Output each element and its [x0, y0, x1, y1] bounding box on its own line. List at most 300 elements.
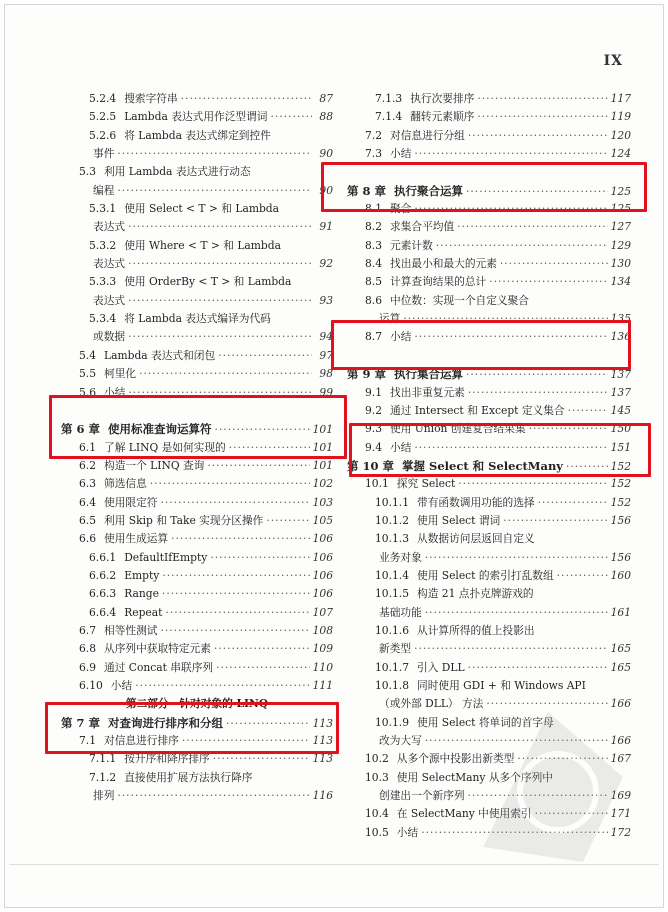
toc-leader-dots — [213, 750, 310, 768]
toc-entry — [61, 218, 333, 236]
toc-entry-title: 对信息进行分组 — [390, 128, 465, 142]
toc-page-number: 127 — [610, 220, 631, 234]
toc-chapter-entry — [347, 182, 631, 200]
toc-entry — [61, 549, 333, 567]
toc-entry — [347, 622, 631, 640]
toc-entry-title: 掌握 Select 和 SelectMany — [402, 458, 563, 473]
toc-entry — [347, 328, 631, 346]
toc-entry — [347, 310, 631, 328]
toc-entry — [347, 237, 631, 255]
toc-entry-title: 事件 — [93, 147, 115, 161]
toc-entry-title: 探究 Select — [396, 477, 456, 491]
toc-entry-title: Repeat — [124, 605, 163, 619]
toc-chapter-entry — [347, 365, 631, 383]
toc-entry-title: 翻转元素顺序 — [410, 110, 475, 124]
toc-entry-title: 编程 — [93, 183, 115, 197]
toc-page-number: 165 — [610, 660, 631, 674]
toc-page-number: 88 — [319, 110, 333, 124]
toc-leader-dots — [414, 640, 608, 658]
toc-entry — [61, 200, 333, 218]
toc-entry-title: 了解 LINQ 是如何实现的 — [104, 440, 226, 454]
toc-leader-dots — [457, 218, 607, 236]
toc-entry — [347, 108, 631, 126]
watermark-seal — [463, 697, 633, 867]
toc-entry — [61, 127, 333, 145]
toc-entry-title: 使用 Select 的索引打乱数组 — [417, 568, 554, 582]
toc-entry — [61, 145, 333, 163]
toc-entry-title: 利用 Lambda 表达式进行动态 — [104, 165, 251, 179]
toc-entry-title: 使用 OrderBy < T > 和 Lambda — [124, 275, 292, 289]
toc-entry — [61, 659, 333, 677]
toc-entry — [61, 365, 333, 383]
toc-entry-title: 新类型 — [379, 642, 412, 656]
toc-page-number: 90 — [319, 183, 333, 197]
toc-entry — [347, 384, 631, 402]
toc-page-number: 87 — [319, 92, 333, 105]
toc-leader-dots — [425, 549, 608, 567]
toc-leader-dots — [128, 328, 312, 346]
toc-entry-title: 小结 — [390, 330, 412, 344]
toc-entry — [347, 512, 631, 530]
toc-entry — [61, 622, 333, 640]
toc-page-number: 117 — [610, 92, 631, 105]
toc-entry-number: 第 6 章 — [61, 422, 101, 437]
toc-entry — [61, 255, 333, 273]
toc-part-heading — [61, 695, 333, 713]
toc-entry-number: 6.6.4 — [89, 605, 117, 619]
toc-entry-number: 7.1.1 — [89, 752, 117, 766]
toc-entry-number: 9.3 — [365, 422, 382, 436]
toc-entry-number: 8.4 — [365, 257, 382, 271]
toc-page-number: 125 — [610, 202, 631, 216]
toc-entry-number: 8.6 — [365, 293, 382, 307]
toc-entry — [61, 273, 333, 291]
toc-entry-number: 6.2 — [79, 458, 96, 472]
toc-leader-dots — [503, 512, 607, 530]
toc-page-number: 152 — [610, 459, 631, 473]
toc-leader-dots — [568, 402, 608, 420]
toc-leader-dots — [566, 458, 608, 476]
toc-leader-dots — [466, 183, 608, 201]
toc-page-number: 166 — [610, 734, 631, 748]
toc-page-number: 93 — [319, 293, 333, 307]
toc-leader-dots — [128, 218, 312, 236]
toc-leader-dots — [500, 255, 608, 273]
toc-entry — [347, 402, 631, 420]
toc-leader-dots — [216, 659, 310, 677]
toc-entry-number: 6.9 — [79, 660, 96, 674]
toc-entry-title: 使用 SelectMany 从多个序列中 — [396, 770, 553, 784]
toc-entry-number: 6.6.3 — [89, 587, 117, 601]
page-number: IX — [603, 53, 623, 69]
toc-entry — [61, 769, 333, 787]
toc-leader-dots — [477, 90, 607, 108]
toc-entry — [61, 182, 333, 200]
toc-entry-title: 小结 — [110, 679, 133, 692]
toc-entry — [61, 108, 333, 126]
toc-page-number: 130 — [610, 257, 631, 271]
toc-entry — [61, 237, 333, 255]
toc-entry-number: 10.1 — [365, 477, 389, 491]
toc-entry-title: 直接使用扩展方法执行降序 — [124, 770, 253, 784]
toc-leader-dots — [165, 604, 309, 622]
toc-entry — [61, 328, 333, 346]
toc-entry — [61, 530, 333, 548]
toc-entry-number: 7.1.4 — [375, 110, 403, 124]
toc-page-number: 129 — [610, 238, 631, 252]
toc-entry-title: 将 Lambda 表达式编译为代码 — [124, 312, 271, 326]
toc-page-number: 105 — [312, 513, 333, 527]
toc-entry-number: 7.2 — [365, 128, 382, 142]
toc-entry — [347, 659, 631, 677]
toc-entry-title: 从计算所得的值上投影出 — [417, 623, 535, 637]
toc-entry-number: 8.5 — [365, 275, 382, 289]
toc-leader-dots — [117, 145, 312, 163]
toc-entry-title: 将 Lambda 表达式绑定到控件 — [124, 128, 271, 142]
toc-entry — [347, 255, 631, 273]
toc-entry-title: 执行聚合运算 — [394, 183, 464, 198]
toc-entry-title: Empty — [124, 568, 160, 582]
toc-page-number: 152 — [610, 495, 631, 509]
toc-page-number: 106 — [312, 532, 333, 546]
toc-entry-number: 6.6.1 — [89, 550, 117, 564]
toc-entry-title: 通过 Concat 串联序列 — [104, 660, 214, 674]
toc-entry — [61, 163, 333, 181]
toc-page-number: 98 — [319, 367, 333, 381]
toc-page-number: 101 — [312, 423, 333, 437]
toc-entry-title: 第二部分 针对对象的 LINQ — [125, 697, 269, 711]
toc-leader-dots — [139, 365, 312, 383]
toc-entry-title: （或外部 DLL） 方法 — [379, 697, 484, 711]
toc-page-number: 107 — [312, 605, 333, 619]
toc-entry-number: 6.1 — [79, 440, 96, 454]
toc-entry-title: 从多个源中投影出新类型 — [396, 752, 515, 766]
toc-leader-dots — [466, 366, 608, 384]
toc-entry-title: 创建出一个新序列 — [379, 789, 465, 803]
toc-entry-title: 计算查询结果的总计 — [390, 275, 487, 289]
toc-entry-number: 10.2 — [365, 752, 389, 766]
toc-page-number: 137 — [610, 368, 631, 382]
toc-leader-dots — [425, 604, 608, 622]
toc-page-number: 160 — [610, 568, 631, 582]
toc-entry-number: 8.2 — [365, 220, 382, 234]
toc-page-number: 103 — [312, 495, 333, 509]
toc-page-number: 124 — [610, 147, 631, 161]
toc-entry-number: 5.2.4 — [89, 92, 117, 105]
toc-entry-number: 10.1.4 — [375, 568, 409, 582]
toc-leader-dots — [414, 145, 607, 163]
toc-entry-title: 表达式 — [93, 257, 126, 271]
toc-leader-dots — [538, 494, 608, 512]
toc-entry-title: 执行集合运算 — [394, 367, 464, 382]
toc-leader-dots — [162, 585, 310, 603]
toc-page-number: 116 — [312, 789, 333, 803]
toc-entry-title: 小结 — [104, 385, 126, 399]
toc-page-number: 136 — [610, 330, 631, 344]
toc-entry-number: 7.1.2 — [89, 770, 117, 784]
toc-entry-number: 第 8 章 — [347, 183, 387, 198]
toc-leader-dots — [468, 384, 608, 402]
toc-leader-dots — [489, 273, 607, 291]
toc-page-number: 167 — [610, 752, 631, 766]
toc-leader-dots — [458, 475, 607, 493]
toc-page-number: 113 — [312, 752, 333, 766]
toc-entry-title: 使用 Select < T > 和 Lambda — [124, 202, 280, 216]
toc-entry — [347, 494, 631, 512]
toc-entry-number: 8.3 — [365, 238, 382, 252]
toc-entry-title: 小结 — [390, 440, 412, 454]
toc-entry-title: Lambda 表达式和闭包 — [104, 348, 216, 362]
toc-entry-title: 通过 Intersect 和 Except 定义集合 — [390, 403, 565, 417]
toc-entry-title: 表达式 — [93, 220, 126, 234]
toc-entry — [61, 439, 333, 457]
toc-entry-number: 7.3 — [365, 147, 382, 161]
toc-entry — [347, 420, 631, 438]
toc-entry-title: 从序列中获取特定元素 — [104, 642, 211, 656]
toc-entry — [347, 127, 631, 145]
toc-entry-title: 基础功能 — [379, 605, 422, 619]
toc-leader-dots — [182, 732, 310, 750]
toc-page-number: 106 — [312, 568, 333, 582]
toc-entry-number: 10.1.9 — [375, 715, 409, 729]
toc-entry-number: 10.1.3 — [375, 532, 409, 546]
toc-leader-dots — [128, 255, 312, 273]
toc-page-number: 113 — [312, 716, 333, 730]
toc-entry — [61, 677, 333, 695]
toc-leader-dots — [468, 659, 608, 677]
toc-entry — [61, 347, 333, 365]
toc-page-number: 134 — [610, 275, 631, 289]
toc-entry-title: 聚合 — [390, 202, 412, 216]
toc-entry-title: 对查询进行排序和分组 — [108, 715, 224, 730]
toc-entry — [61, 640, 333, 658]
toc-leader-dots — [135, 677, 309, 695]
toc-spacer — [347, 163, 631, 181]
toc-entry-title: 使用 Union 创建复合结果集 — [390, 422, 526, 436]
toc-leader-dots — [436, 237, 608, 255]
toc-page-number: 120 — [610, 128, 631, 142]
toc-page-number: 102 — [312, 477, 333, 491]
toc-entry-title: 构造 21 点扑克牌游戏的 — [417, 587, 534, 601]
toc-entry-number: 6.10 — [79, 679, 103, 692]
toc-page-number: 99 — [319, 385, 333, 399]
toc-page-number: 108 — [312, 623, 333, 637]
toc-entry-title: 表达式 — [93, 293, 126, 307]
toc-leader-dots — [150, 475, 310, 493]
toc-leader-dots — [414, 439, 607, 457]
toc-spacer — [61, 402, 333, 420]
toc-entry — [347, 200, 631, 218]
toc-entry — [347, 292, 631, 310]
toc-entry-number: 第 10 章 — [347, 458, 395, 473]
toc-page-number: 111 — [312, 679, 333, 692]
toc-entry-number: 6.5 — [79, 513, 96, 527]
toc-entry — [347, 530, 631, 548]
toc-entry-number: 9.1 — [365, 385, 382, 399]
toc-entry-number: 6.8 — [79, 642, 96, 656]
toc-page-number: 97 — [319, 348, 333, 362]
toc-entry-title: 中位数：实现一个自定义聚合 — [390, 293, 529, 307]
toc-page-number: 119 — [610, 110, 631, 124]
toc-entry-number: 6.4 — [79, 495, 96, 509]
toc-page-number: 172 — [610, 825, 631, 839]
toc-page-number: 110 — [312, 660, 333, 674]
toc-entry-number: 10.4 — [365, 807, 389, 821]
toc-page-number: 145 — [610, 403, 631, 417]
toc-entry-title: 使用 Select 将单词的首字母 — [417, 715, 554, 729]
toc-page-number: 165 — [610, 642, 631, 656]
toc-entry-number: 6.6 — [79, 532, 96, 546]
toc-entry-number: 8.1 — [365, 202, 382, 216]
toc-entry-title: Lambda 表达式用作泛型谓词 — [124, 110, 268, 124]
toc-entry-title: 按升序和降序排序 — [124, 752, 210, 766]
toc-entry — [61, 787, 333, 805]
toc-entry-title: 使用 Where < T > 和 Lambda — [124, 238, 281, 252]
toc-leader-dots — [214, 640, 310, 658]
toc-entry-number: 第 9 章 — [347, 367, 387, 382]
toc-page-number: 125 — [610, 184, 631, 198]
toc-left-column — [61, 90, 333, 805]
toc-leader-dots — [218, 347, 312, 365]
toc-entry-title: 找出最小和最大的元素 — [390, 257, 497, 271]
toc-entry-title: 相等性测试 — [104, 623, 158, 637]
toc-leader-dots — [162, 567, 309, 585]
toc-leader-dots — [229, 439, 310, 457]
toc-entry — [347, 677, 631, 695]
toc-entry — [61, 310, 333, 328]
toc-entry-number: 5.6 — [79, 385, 96, 399]
toc-entry-title: 元素计数 — [390, 238, 433, 252]
toc-entry-number: 10.1.2 — [375, 513, 409, 527]
toc-leader-dots — [117, 787, 309, 805]
toc-entry-title: 运算 — [379, 312, 401, 326]
toc-entry-number: 5.3.1 — [89, 202, 117, 216]
toc-entry — [347, 585, 631, 603]
page-bottom-rule — [9, 864, 659, 865]
toc-entry-title: 在 SelectMany 中使用索引 — [396, 807, 532, 821]
toc-entry — [347, 604, 631, 622]
toc-entry-title: 找出非重复元素 — [390, 385, 465, 399]
toc-entry-title: 或数据 — [93, 330, 126, 344]
toc-entry-title: 改为大写 — [379, 734, 422, 748]
toc-leader-dots — [215, 421, 310, 439]
toc-entry — [61, 732, 333, 750]
toc-entry-number: 10.5 — [365, 825, 389, 839]
toc-leader-dots — [468, 127, 608, 145]
toc-entry — [61, 457, 333, 475]
toc-entry-title: 对信息进行排序 — [104, 734, 179, 748]
toc-leader-dots — [117, 182, 312, 200]
toc-entry-number: 8.7 — [365, 330, 382, 344]
toc-entry-number: 5.2.6 — [89, 128, 117, 142]
toc-entry-number: 6.7 — [79, 623, 96, 637]
toc-entry-number: 10.3 — [365, 770, 389, 784]
toc-entry-title: 排列 — [93, 789, 115, 803]
toc-entry — [61, 494, 333, 512]
toc-page-number: 156 — [610, 550, 631, 564]
toc-page-number: 169 — [610, 789, 631, 803]
toc-entry — [61, 292, 333, 310]
toc-entry — [347, 475, 631, 493]
toc-page-number: 161 — [610, 605, 631, 619]
toc-entry-title: 小结 — [390, 147, 412, 161]
toc-leader-dots — [160, 622, 309, 640]
toc-entry-title: 使用限定符 — [104, 495, 158, 509]
toc-page-number: 135 — [610, 312, 631, 326]
toc-page-number: 91 — [319, 220, 333, 234]
toc-entry-title: 引入 DLL — [417, 660, 465, 674]
toc-entry — [61, 512, 333, 530]
toc-entry-number: 5.3 — [79, 165, 96, 179]
toc-leader-dots — [160, 494, 309, 512]
toc-entry-title: 业务对象 — [379, 550, 422, 564]
toc-entry — [347, 439, 631, 457]
toc-leader-dots — [270, 108, 312, 126]
toc-entry-title: 执行次要排序 — [410, 92, 475, 105]
toc-entry — [61, 90, 333, 108]
toc-entry-title: 柯里化 — [104, 367, 137, 381]
toc-leader-dots — [414, 328, 607, 346]
toc-page-number: 90 — [319, 147, 333, 161]
toc-entry — [347, 567, 631, 585]
toc-entry-title: 同时使用 GDI + 和 Windows API — [417, 679, 586, 692]
toc-page-number: 137 — [610, 385, 631, 399]
toc-leader-dots — [128, 384, 312, 402]
toc-entry — [61, 604, 333, 622]
toc-chapter-entry — [61, 420, 333, 438]
toc-entry-title: 使用标准查询运算符 — [108, 422, 212, 437]
toc-entry — [61, 384, 333, 402]
toc-leader-dots — [181, 90, 312, 108]
toc-page-number: 156 — [610, 513, 631, 527]
toc-page-number: 150 — [610, 422, 631, 436]
toc-entry-title: 筛选信息 — [104, 477, 147, 491]
toc-page-number: 92 — [319, 257, 333, 271]
toc-entry-number: 5.4 — [79, 348, 96, 362]
toc-entry-title: 利用 Skip 和 Take 实现分区操作 — [104, 513, 264, 527]
toc-entry-number: 6.6.2 — [89, 568, 117, 582]
toc-page-number: 94 — [319, 330, 333, 344]
toc-leader-dots — [477, 108, 607, 126]
toc-entry-title: 从数据访问层返回自定义 — [417, 532, 535, 546]
toc-entry-title: 带有函数调用功能的选择 — [417, 495, 535, 509]
toc-entry-number: 9.2 — [365, 403, 382, 417]
toc-leader-dots — [266, 512, 309, 530]
toc-leader-dots — [529, 420, 608, 438]
toc-page-number: 151 — [610, 440, 631, 454]
toc-entry-number: 9.4 — [365, 440, 382, 454]
toc-entry-number: 10.1.6 — [375, 623, 409, 637]
toc-entry-number: 7.1.3 — [375, 92, 403, 105]
toc-entry — [61, 567, 333, 585]
toc-entry-title: 求集合平均值 — [390, 220, 455, 234]
toc-page-number: 171 — [610, 807, 631, 821]
toc-leader-dots — [210, 549, 309, 567]
toc-entry-number: 10.1.1 — [375, 495, 409, 509]
toc-entry — [347, 549, 631, 567]
toc-entry — [61, 475, 333, 493]
toc-entry-number: 5.5 — [79, 367, 96, 381]
toc-entry — [347, 640, 631, 658]
toc-entry-number: 5.3.2 — [89, 238, 117, 252]
toc-entry-number: 5.3.3 — [89, 275, 117, 289]
toc-page-number: 101 — [312, 458, 333, 472]
toc-leader-dots — [226, 715, 310, 733]
toc-leader-dots — [171, 530, 309, 548]
toc-entry — [61, 750, 333, 768]
toc-entry-title: 使用 Select 谓词 — [417, 513, 501, 527]
toc-entry-number: 6.3 — [79, 477, 96, 491]
